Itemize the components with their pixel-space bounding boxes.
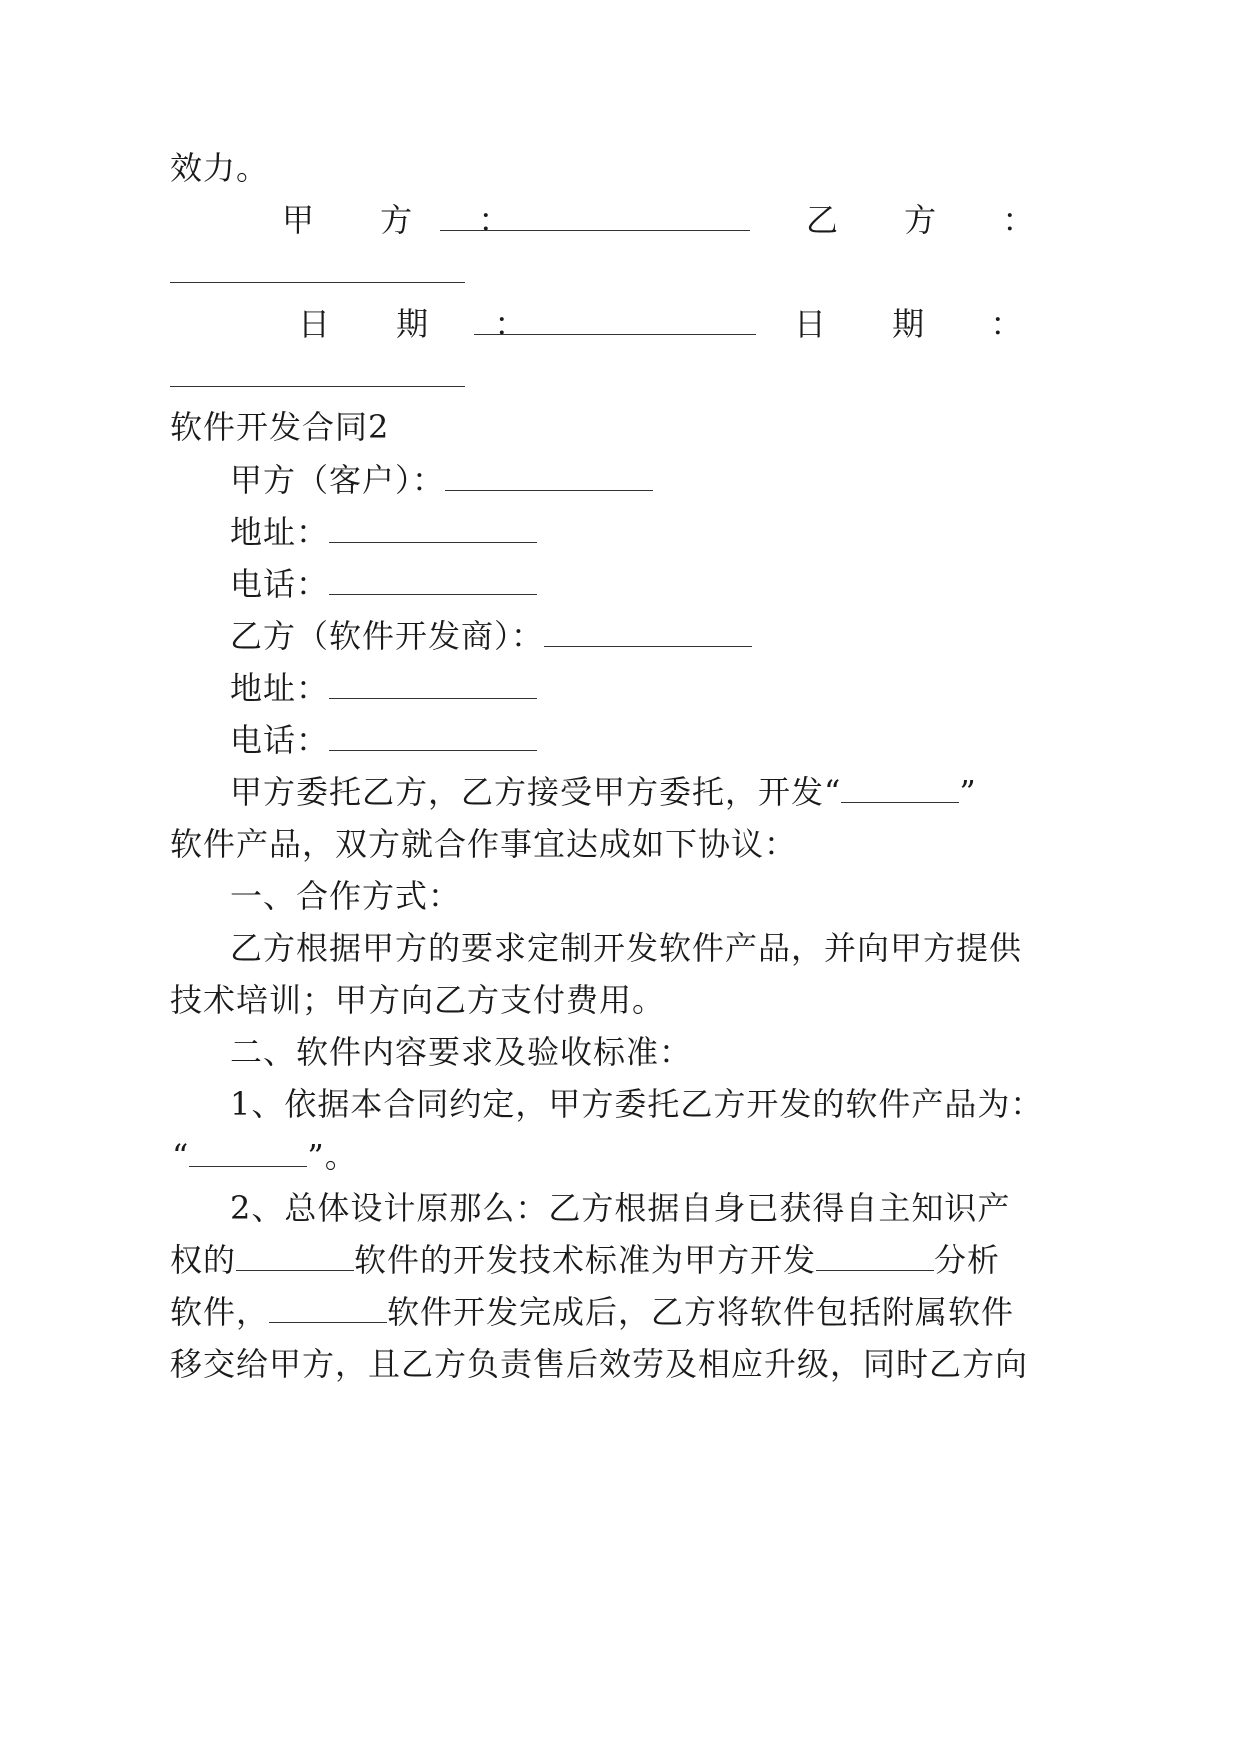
section-heading-1: 一、合作方式： <box>230 877 462 915</box>
party-a-address: 地址： <box>230 512 537 552</box>
clause-2-line-4: 移交给甲方，且乙方负责售后效劳及相应升级，同时乙方向 <box>170 1345 1029 1383</box>
signature-party-b: 乙 方 ： <box>806 201 1063 239</box>
signature-party-a-blank <box>440 200 750 240</box>
clause-2-line-2: 权的 软件的开发技术标准为甲方开发 分析 <box>170 1241 1001 1279</box>
date-party-b: 日 期 ： <box>794 305 1051 343</box>
clause-2-line-1: 2、总体设计原那么：乙方根据自身已获得自主知识产 <box>230 1189 1011 1227</box>
paragraph-cooperation-1: 乙方根据甲方的要求定制开发软件产品，并向甲方提供 <box>230 929 1023 967</box>
paragraph-intro-1: 甲方委托乙方，乙方接受甲方委托，开发“ ” <box>230 773 977 811</box>
clause-1: 1、依据本合同约定，甲方委托乙方开发的软件产品为： <box>230 1085 1044 1123</box>
section-heading-2: 二、软件内容要求及验收标准： <box>230 1033 693 1071</box>
text-line: 效力。 <box>170 149 270 187</box>
date-party-b-blank <box>170 356 465 396</box>
party-a-phone: 电话： <box>230 564 537 604</box>
date-party-a-blank <box>474 304 756 344</box>
clause-2-line-3: 软件， 软件开发完成后，乙方将软件包括附属软件 <box>170 1293 1015 1331</box>
signature-party-b-blank <box>170 252 465 292</box>
party-b-address: 地址： <box>230 668 537 708</box>
party-b-phone: 电话： <box>230 720 537 760</box>
contract-title: 软件开发合同2 <box>170 408 390 446</box>
paragraph-intro-2: 软件产品，双方就合作事宜达成如下协议： <box>170 825 798 863</box>
party-a-name: 甲方（客户）： <box>230 460 653 500</box>
date-party-a: 日 期 ： <box>298 305 555 343</box>
signature-party-a: 甲 方 ： <box>282 201 539 239</box>
paragraph-cooperation-2: 技术培训；甲方向乙方支付费用。 <box>170 981 666 1019</box>
clause-1-product-name: “ ”。 <box>172 1137 358 1175</box>
party-b-name: 乙方（软件开发商）： <box>230 616 752 656</box>
